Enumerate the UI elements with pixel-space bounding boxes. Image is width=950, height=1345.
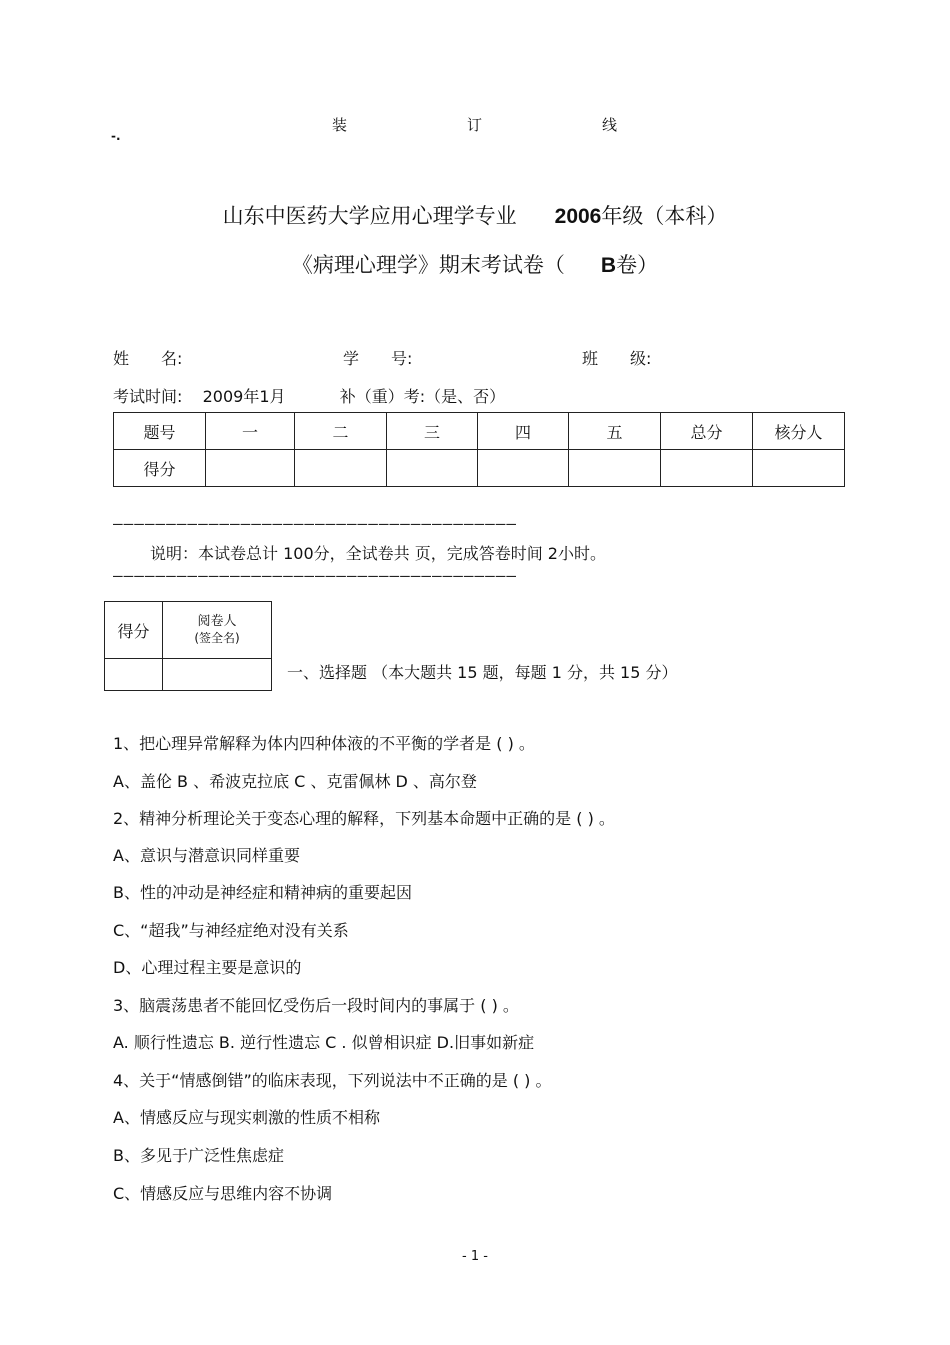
score-blank-cell[interactable] xyxy=(206,450,295,487)
question-line: 3、脑震荡患者不能回忆受伤后一段时间内的事属于 ( ) 。 xyxy=(113,996,519,1015)
exam-time-label: 考试时间: xyxy=(113,387,183,406)
score-blank-cell[interactable] xyxy=(661,450,753,487)
grader-score-blank[interactable] xyxy=(105,659,163,691)
answer-option-line: A、情感反应与现实刺激的性质不相称 xyxy=(113,1108,380,1127)
answer-option-line: A. 顺行性遗忘 B. 逆行性遗忘 C . 似曾相识症 D.旧事如新症 xyxy=(113,1033,535,1052)
question-line: 1、把心理异常解释为体内四种体液的不平衡的学者是 ( ) 。 xyxy=(113,734,535,753)
grader-sign-note: (签全名) xyxy=(194,631,240,645)
answer-option-line: C、情感反应与思维内容不协调 xyxy=(113,1184,333,1203)
exam-title-line1 xyxy=(0,200,950,230)
answer-option-line: A、意识与潜意识同样重要 xyxy=(113,846,300,865)
exam-time-value: 2009年1月 xyxy=(202,387,286,406)
retake-label: 补（重）考:（是、否） xyxy=(339,387,506,406)
dash-divider-top: —————————————————————————————————————— xyxy=(113,514,518,533)
score-table-header-row xyxy=(114,413,845,450)
class-label: 班 级: xyxy=(582,349,652,368)
score-header-cell: 三 xyxy=(387,413,478,450)
title-line2-pre: 《病理心理学》期末考试卷（ xyxy=(291,253,565,277)
score-row-label: 得分 xyxy=(114,450,206,487)
grader-box xyxy=(104,601,272,691)
score-header-cell: 总分 xyxy=(661,413,753,450)
score-table-score-row xyxy=(114,450,845,487)
instructions-text: 说明：本试卷总计 100分，全试卷共 页，完成答卷时间 2小时。 xyxy=(150,544,606,563)
grader-reviewer-cell xyxy=(163,602,272,659)
score-table xyxy=(113,412,845,487)
binding-char-zhuang: 装 xyxy=(332,116,348,134)
answer-option-line: C、“超我”与神经症绝对没有关系 xyxy=(113,921,349,940)
score-header-cell: 一 xyxy=(206,413,295,450)
grader-reviewer-label: 阅卷人 xyxy=(197,614,237,629)
score-blank-cell[interactable] xyxy=(295,450,387,487)
score-header-cell: 五 xyxy=(569,413,661,450)
title-line2-bold: B xyxy=(600,254,617,277)
name-label: 姓 名: xyxy=(113,349,183,368)
question-line: 4、关于“情感倒错”的临床表现，下列说法中不正确的是 ( ) 。 xyxy=(113,1071,552,1090)
answer-option-line: D、心理过程主要是意识的 xyxy=(113,958,302,977)
score-blank-cell[interactable] xyxy=(478,450,569,487)
answer-option-line: B、性的冲动是神经症和精神病的重要起因 xyxy=(113,883,412,902)
score-header-cell: 核分人 xyxy=(753,413,845,450)
question-line: 2、精神分析理论关于变态心理的解释，下列基本命题中正确的是 ( ) 。 xyxy=(113,809,615,828)
section-title: 一、选择题 （本大题共 15 题，每题 1 分，共 15 分） xyxy=(287,663,678,682)
title-line2-post: 卷） xyxy=(616,253,659,277)
binding-char-ding: 订 xyxy=(467,116,483,134)
page-number: - 1 - xyxy=(462,1249,488,1264)
grader-reviewer-blank[interactable] xyxy=(163,659,272,691)
title-line1-year: 2006 xyxy=(554,205,602,228)
binding-mark: -. xyxy=(111,129,121,143)
grader-score-label: 得分 xyxy=(105,602,163,659)
answer-option-line: B、多见于广泛性焦虑症 xyxy=(113,1146,284,1165)
exam-meta xyxy=(113,384,505,407)
title-line1-pre: 山东中医药大学应用心理学专业 xyxy=(222,204,517,228)
score-header-cell: 二 xyxy=(295,413,387,450)
score-blank-cell[interactable] xyxy=(387,450,478,487)
title-line1-post: 年级（本科） xyxy=(601,204,728,228)
score-blank-cell[interactable] xyxy=(569,450,661,487)
score-header-cell: 题号 xyxy=(114,413,206,450)
exam-title-line2 xyxy=(0,249,950,279)
score-blank-cell[interactable] xyxy=(753,450,845,487)
score-header-cell: 四 xyxy=(478,413,569,450)
binding-char-xian: 线 xyxy=(602,116,618,134)
student-id-label: 学 号: xyxy=(343,349,413,368)
answer-option-line: A、盖伦 B 、希波克拉底 C 、克雷佩林 D 、高尔登 xyxy=(113,772,477,791)
dash-divider-bottom: —————————————————————————————————————— xyxy=(113,566,518,585)
